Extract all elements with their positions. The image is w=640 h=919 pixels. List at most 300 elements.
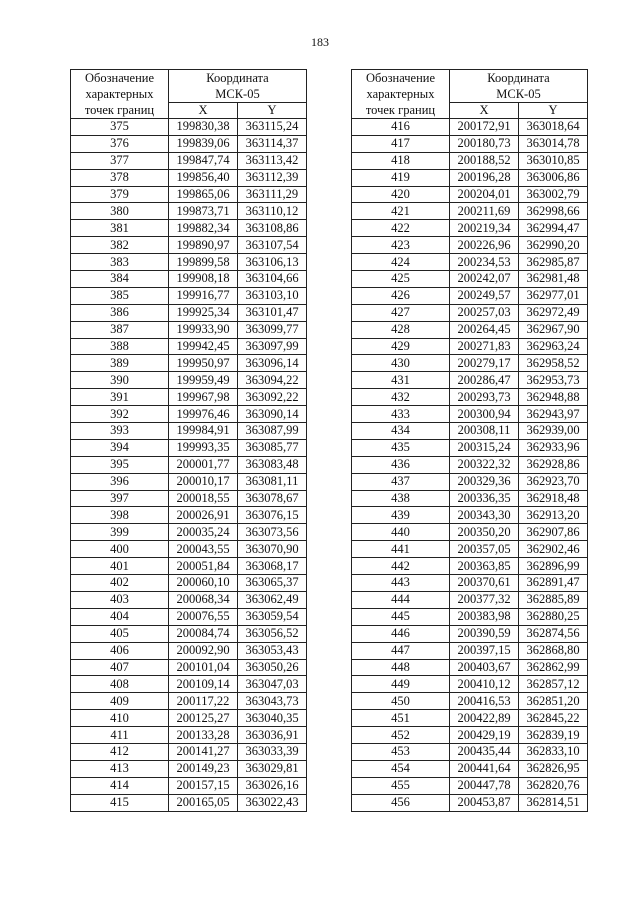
table-row — [71, 575, 307, 592]
x-coordinate-cell: 200125,27 — [169, 710, 238, 727]
y-coordinate-cell: 363107,54 — [238, 237, 307, 254]
table-row — [352, 575, 588, 592]
x-coordinate-cell: 200001,77 — [169, 456, 238, 473]
table-row — [71, 220, 307, 237]
x-coordinate-cell: 200234,53 — [450, 254, 519, 271]
x-coordinate-cell: 200410,12 — [450, 676, 519, 693]
x-coordinate-cell: 200370,61 — [450, 575, 519, 592]
x-coordinate-cell: 199976,46 — [169, 406, 238, 423]
x-coordinate-cell: 200133,28 — [169, 727, 238, 744]
x-coordinate-cell: 200416,53 — [450, 693, 519, 710]
x-coordinate-cell: 199967,98 — [169, 389, 238, 406]
x-coordinate-cell: 199847,74 — [169, 152, 238, 169]
point-id-cell: 389 — [71, 355, 169, 372]
point-id-cell: 380 — [71, 203, 169, 220]
table-row — [71, 456, 307, 473]
point-id-cell: 429 — [352, 338, 450, 355]
table-row — [71, 524, 307, 541]
point-id-cell: 451 — [352, 710, 450, 727]
table-row — [352, 287, 588, 304]
y-coordinate-cell: 362851,20 — [519, 693, 588, 710]
y-column-header: Y — [238, 103, 307, 119]
table-row — [71, 794, 307, 811]
table-row — [71, 710, 307, 727]
table-row — [352, 355, 588, 372]
table-row — [352, 676, 588, 693]
point-id-cell: 408 — [71, 676, 169, 693]
point-id-cell: 444 — [352, 591, 450, 608]
x-coordinate-cell: 200226,96 — [450, 237, 519, 254]
point-id-cell: 433 — [352, 406, 450, 423]
point-id-cell: 383 — [71, 254, 169, 271]
point-id-cell: 447 — [352, 642, 450, 659]
x-coordinate-cell: 200383,98 — [450, 608, 519, 625]
point-id-cell: 443 — [352, 575, 450, 592]
y-coordinate-cell: 362943,97 — [519, 406, 588, 423]
point-id-cell: 413 — [71, 760, 169, 777]
point-id-cell: 455 — [352, 777, 450, 794]
x-column-header: X — [450, 103, 519, 119]
point-id-cell: 393 — [71, 423, 169, 440]
point-id-cell: 424 — [352, 254, 450, 271]
table-row — [352, 169, 588, 186]
y-coordinate-cell: 363010,85 — [519, 152, 588, 169]
table-row — [352, 203, 588, 220]
x-coordinate-cell: 199925,34 — [169, 304, 238, 321]
table-row — [352, 777, 588, 794]
point-id-cell: 400 — [71, 541, 169, 558]
y-coordinate-cell: 362981,48 — [519, 271, 588, 288]
y-coordinate-cell: 363081,11 — [238, 473, 307, 490]
x-coordinate-cell: 200249,57 — [450, 287, 519, 304]
y-coordinate-cell: 362880,25 — [519, 608, 588, 625]
x-coordinate-cell: 200286,47 — [450, 372, 519, 389]
point-id-cell: 376 — [71, 135, 169, 152]
x-coordinate-cell: 200043,55 — [169, 541, 238, 558]
table-row — [71, 676, 307, 693]
table-row — [352, 406, 588, 423]
y-coordinate-cell: 363115,24 — [238, 119, 307, 136]
x-coordinate-cell: 200397,15 — [450, 642, 519, 659]
coordinate-header: Координата МСК-05 — [450, 70, 588, 103]
point-id-cell: 426 — [352, 287, 450, 304]
table-row — [71, 321, 307, 338]
y-coordinate-cell: 363083,48 — [238, 456, 307, 473]
table-row — [71, 760, 307, 777]
x-coordinate-cell: 199908,18 — [169, 271, 238, 288]
y-coordinate-cell: 362913,20 — [519, 507, 588, 524]
x-coordinate-cell: 200336,35 — [450, 490, 519, 507]
x-coordinate-cell: 200308,11 — [450, 423, 519, 440]
x-coordinate-cell: 199993,35 — [169, 439, 238, 456]
table-row — [352, 524, 588, 541]
table-row — [71, 304, 307, 321]
y-coordinate-cell: 362845,22 — [519, 710, 588, 727]
table-row — [352, 338, 588, 355]
coordinate-header: Координата МСК-05 — [169, 70, 307, 103]
x-coordinate-cell: 199933,90 — [169, 321, 238, 338]
x-coordinate-cell: 200109,14 — [169, 676, 238, 693]
x-coordinate-cell: 199984,91 — [169, 423, 238, 440]
point-id-cell: 439 — [352, 507, 450, 524]
designation-header: Обозначение характерных точек границ — [71, 70, 169, 119]
table-row — [71, 541, 307, 558]
y-coordinate-cell: 363040,35 — [238, 710, 307, 727]
x-coordinate-cell: 200068,34 — [169, 591, 238, 608]
table-row — [71, 625, 307, 642]
x-coordinate-cell: 200117,22 — [169, 693, 238, 710]
x-coordinate-cell: 200357,05 — [450, 541, 519, 558]
x-coordinate-cell: 200315,24 — [450, 439, 519, 456]
table-row — [71, 777, 307, 794]
table-row — [71, 423, 307, 440]
point-id-cell: 440 — [352, 524, 450, 541]
table-row — [71, 169, 307, 186]
x-coordinate-cell: 199959,49 — [169, 372, 238, 389]
x-coordinate-cell: 199839,06 — [169, 135, 238, 152]
point-id-cell: 407 — [71, 659, 169, 676]
x-coordinate-cell: 199830,38 — [169, 119, 238, 136]
y-coordinate-cell: 362902,46 — [519, 541, 588, 558]
table-row — [71, 507, 307, 524]
x-coordinate-cell: 200300,94 — [450, 406, 519, 423]
point-id-cell: 417 — [352, 135, 450, 152]
point-id-cell: 450 — [352, 693, 450, 710]
table-row — [71, 237, 307, 254]
y-coordinate-cell: 362868,80 — [519, 642, 588, 659]
y-coordinate-cell: 363101,47 — [238, 304, 307, 321]
y-coordinate-cell: 362958,52 — [519, 355, 588, 372]
point-id-cell: 418 — [352, 152, 450, 169]
y-coordinate-cell: 362918,48 — [519, 490, 588, 507]
x-coordinate-cell: 200429,19 — [450, 727, 519, 744]
table-row — [352, 152, 588, 169]
point-id-cell: 441 — [352, 541, 450, 558]
point-id-cell: 414 — [71, 777, 169, 794]
x-coordinate-cell: 200257,03 — [450, 304, 519, 321]
x-coordinate-cell: 200101,04 — [169, 659, 238, 676]
x-coordinate-cell: 200060,10 — [169, 575, 238, 592]
table-body — [352, 119, 588, 812]
point-id-cell: 409 — [71, 693, 169, 710]
table-row — [71, 659, 307, 676]
table-row — [352, 304, 588, 321]
x-coordinate-cell: 200180,73 — [450, 135, 519, 152]
table-row — [71, 608, 307, 625]
table-row — [352, 186, 588, 203]
point-id-cell: 427 — [352, 304, 450, 321]
y-coordinate-cell: 363103,10 — [238, 287, 307, 304]
table-row — [352, 591, 588, 608]
point-id-cell: 421 — [352, 203, 450, 220]
y-coordinate-cell: 363090,14 — [238, 406, 307, 423]
table-row — [352, 271, 588, 288]
y-coordinate-cell: 363047,03 — [238, 676, 307, 693]
x-coordinate-cell: 200329,36 — [450, 473, 519, 490]
table-row — [352, 254, 588, 271]
x-coordinate-cell: 200204,01 — [450, 186, 519, 203]
table-row — [71, 389, 307, 406]
point-id-cell: 384 — [71, 271, 169, 288]
table-row — [71, 473, 307, 490]
y-coordinate-cell: 363065,37 — [238, 575, 307, 592]
y-coordinate-cell: 362885,89 — [519, 591, 588, 608]
y-coordinate-cell: 362862,99 — [519, 659, 588, 676]
y-coordinate-cell: 362985,87 — [519, 254, 588, 271]
y-coordinate-cell: 362972,49 — [519, 304, 588, 321]
point-id-cell: 456 — [352, 794, 450, 811]
table-row — [352, 135, 588, 152]
y-coordinate-cell: 363099,77 — [238, 321, 307, 338]
y-coordinate-cell: 363070,90 — [238, 541, 307, 558]
y-column-header: Y — [519, 103, 588, 119]
point-id-cell: 449 — [352, 676, 450, 693]
table-row — [352, 473, 588, 490]
point-id-cell: 453 — [352, 743, 450, 760]
x-coordinate-cell: 200377,32 — [450, 591, 519, 608]
x-coordinate-cell: 200010,17 — [169, 473, 238, 490]
x-coordinate-cell: 200343,30 — [450, 507, 519, 524]
y-coordinate-cell: 363110,12 — [238, 203, 307, 220]
y-coordinate-cell: 363096,14 — [238, 355, 307, 372]
x-coordinate-cell: 200219,34 — [450, 220, 519, 237]
y-coordinate-cell: 362933,96 — [519, 439, 588, 456]
y-coordinate-cell: 362963,24 — [519, 338, 588, 355]
x-coordinate-cell: 200165,05 — [169, 794, 238, 811]
y-coordinate-cell: 362994,47 — [519, 220, 588, 237]
point-id-cell: 425 — [352, 271, 450, 288]
table-row — [71, 254, 307, 271]
point-id-cell: 399 — [71, 524, 169, 541]
table-row — [71, 372, 307, 389]
x-coordinate-cell: 200035,24 — [169, 524, 238, 541]
y-coordinate-cell: 363106,13 — [238, 254, 307, 271]
x-coordinate-cell: 199882,34 — [169, 220, 238, 237]
table-row — [71, 119, 307, 136]
y-coordinate-cell: 363114,37 — [238, 135, 307, 152]
x-coordinate-cell: 199899,58 — [169, 254, 238, 271]
y-coordinate-cell: 362953,73 — [519, 372, 588, 389]
point-id-cell: 454 — [352, 760, 450, 777]
x-coordinate-cell: 199942,45 — [169, 338, 238, 355]
table-row — [352, 743, 588, 760]
x-coordinate-cell: 200390,59 — [450, 625, 519, 642]
y-coordinate-cell: 363006,86 — [519, 169, 588, 186]
point-id-cell: 392 — [71, 406, 169, 423]
x-coordinate-cell: 200264,45 — [450, 321, 519, 338]
x-coordinate-cell: 200051,84 — [169, 558, 238, 575]
table-row — [352, 608, 588, 625]
table-row — [71, 490, 307, 507]
y-coordinate-cell: 363076,15 — [238, 507, 307, 524]
y-coordinate-cell: 363056,52 — [238, 625, 307, 642]
table-row — [352, 794, 588, 811]
x-coordinate-cell: 200084,74 — [169, 625, 238, 642]
point-id-cell: 397 — [71, 490, 169, 507]
x-coordinate-cell: 199916,77 — [169, 287, 238, 304]
y-coordinate-cell: 362896,99 — [519, 558, 588, 575]
point-id-cell: 442 — [352, 558, 450, 575]
y-coordinate-cell: 362923,70 — [519, 473, 588, 490]
x-coordinate-cell: 199873,71 — [169, 203, 238, 220]
table-row — [71, 355, 307, 372]
table-row — [352, 625, 588, 642]
table-row — [352, 541, 588, 558]
table-row — [352, 423, 588, 440]
y-coordinate-cell: 362990,20 — [519, 237, 588, 254]
x-coordinate-cell: 200076,55 — [169, 608, 238, 625]
point-id-cell: 434 — [352, 423, 450, 440]
x-coordinate-cell: 200350,20 — [450, 524, 519, 541]
point-id-cell: 436 — [352, 456, 450, 473]
table-row — [352, 760, 588, 777]
point-id-cell: 379 — [71, 186, 169, 203]
table-row — [352, 727, 588, 744]
point-id-cell: 430 — [352, 355, 450, 372]
y-coordinate-cell: 363108,86 — [238, 220, 307, 237]
point-id-cell: 375 — [71, 119, 169, 136]
table-row — [71, 152, 307, 169]
y-coordinate-cell: 362820,76 — [519, 777, 588, 794]
y-coordinate-cell: 362891,47 — [519, 575, 588, 592]
y-coordinate-cell: 363092,22 — [238, 389, 307, 406]
y-coordinate-cell: 362826,95 — [519, 760, 588, 777]
x-coordinate-cell: 200092,90 — [169, 642, 238, 659]
table-row — [352, 507, 588, 524]
point-id-cell: 378 — [71, 169, 169, 186]
x-coordinate-cell: 200441,64 — [450, 760, 519, 777]
x-coordinate-cell: 199950,97 — [169, 355, 238, 372]
table-row — [71, 693, 307, 710]
point-id-cell: 448 — [352, 659, 450, 676]
x-coordinate-cell: 200447,78 — [450, 777, 519, 794]
y-coordinate-cell: 363085,77 — [238, 439, 307, 456]
table-row — [71, 727, 307, 744]
table-row — [71, 439, 307, 456]
y-coordinate-cell: 362907,86 — [519, 524, 588, 541]
x-coordinate-cell: 200271,83 — [450, 338, 519, 355]
y-coordinate-cell: 363018,64 — [519, 119, 588, 136]
y-coordinate-cell: 362874,56 — [519, 625, 588, 642]
x-coordinate-cell: 200422,89 — [450, 710, 519, 727]
point-id-cell: 437 — [352, 473, 450, 490]
y-coordinate-cell: 363033,39 — [238, 743, 307, 760]
coordinates-table-right — [351, 69, 588, 812]
y-coordinate-cell: 363053,43 — [238, 642, 307, 659]
x-coordinate-cell: 200018,55 — [169, 490, 238, 507]
x-coordinate-cell: 200403,67 — [450, 659, 519, 676]
point-id-cell: 431 — [352, 372, 450, 389]
y-coordinate-cell: 362977,01 — [519, 287, 588, 304]
point-id-cell: 398 — [71, 507, 169, 524]
y-coordinate-cell: 363073,56 — [238, 524, 307, 541]
table-row — [352, 642, 588, 659]
table-row — [352, 558, 588, 575]
point-id-cell: 394 — [71, 439, 169, 456]
table-row — [71, 271, 307, 288]
y-coordinate-cell: 363113,42 — [238, 152, 307, 169]
y-coordinate-cell: 363112,39 — [238, 169, 307, 186]
y-coordinate-cell: 362998,66 — [519, 203, 588, 220]
table-row — [352, 119, 588, 136]
coordinates-table-left — [70, 69, 307, 812]
table-row — [352, 490, 588, 507]
point-id-cell: 406 — [71, 642, 169, 659]
point-id-cell: 403 — [71, 591, 169, 608]
table-row — [352, 372, 588, 389]
x-coordinate-cell: 200196,28 — [450, 169, 519, 186]
point-id-cell: 423 — [352, 237, 450, 254]
table-row — [71, 135, 307, 152]
table-row — [71, 186, 307, 203]
point-id-cell: 432 — [352, 389, 450, 406]
x-coordinate-cell: 200322,32 — [450, 456, 519, 473]
point-id-cell: 422 — [352, 220, 450, 237]
y-coordinate-cell: 363043,73 — [238, 693, 307, 710]
x-coordinate-cell: 200293,73 — [450, 389, 519, 406]
page-number: 183 — [311, 35, 329, 49]
point-id-cell: 415 — [71, 794, 169, 811]
x-coordinate-cell: 200026,91 — [169, 507, 238, 524]
point-id-cell: 404 — [71, 608, 169, 625]
y-coordinate-cell: 362939,00 — [519, 423, 588, 440]
point-id-cell: 395 — [71, 456, 169, 473]
y-coordinate-cell: 363062,49 — [238, 591, 307, 608]
point-id-cell: 405 — [71, 625, 169, 642]
point-id-cell: 416 — [352, 119, 450, 136]
point-id-cell: 377 — [71, 152, 169, 169]
point-id-cell: 381 — [71, 220, 169, 237]
y-coordinate-cell: 362839,19 — [519, 727, 588, 744]
x-coordinate-cell: 200141,27 — [169, 743, 238, 760]
table-row — [352, 659, 588, 676]
point-id-cell: 391 — [71, 389, 169, 406]
table-row — [352, 710, 588, 727]
point-id-cell: 396 — [71, 473, 169, 490]
point-id-cell: 419 — [352, 169, 450, 186]
table-row — [71, 338, 307, 355]
point-id-cell: 388 — [71, 338, 169, 355]
x-coordinate-cell: 200279,17 — [450, 355, 519, 372]
table-row — [352, 237, 588, 254]
point-id-cell: 411 — [71, 727, 169, 744]
x-coordinate-cell: 200242,07 — [450, 271, 519, 288]
x-coordinate-cell: 200172,91 — [450, 119, 519, 136]
y-coordinate-cell: 363022,43 — [238, 794, 307, 811]
table-row — [71, 203, 307, 220]
point-id-cell: 387 — [71, 321, 169, 338]
point-id-cell: 452 — [352, 727, 450, 744]
x-coordinate-cell: 200453,87 — [450, 794, 519, 811]
point-id-cell: 446 — [352, 625, 450, 642]
x-coordinate-cell: 200211,69 — [450, 203, 519, 220]
y-coordinate-cell: 363068,17 — [238, 558, 307, 575]
table-row — [352, 456, 588, 473]
x-coordinate-cell: 200157,15 — [169, 777, 238, 794]
x-coordinate-cell: 199890,97 — [169, 237, 238, 254]
point-id-cell: 412 — [71, 743, 169, 760]
y-coordinate-cell: 363094,22 — [238, 372, 307, 389]
y-coordinate-cell: 362833,10 — [519, 743, 588, 760]
x-coordinate-cell: 200188,52 — [450, 152, 519, 169]
point-id-cell: 390 — [71, 372, 169, 389]
table-row — [71, 558, 307, 575]
point-id-cell: 386 — [71, 304, 169, 321]
table-row — [352, 220, 588, 237]
table-row — [71, 406, 307, 423]
y-coordinate-cell: 363104,66 — [238, 271, 307, 288]
y-coordinate-cell: 363002,79 — [519, 186, 588, 203]
